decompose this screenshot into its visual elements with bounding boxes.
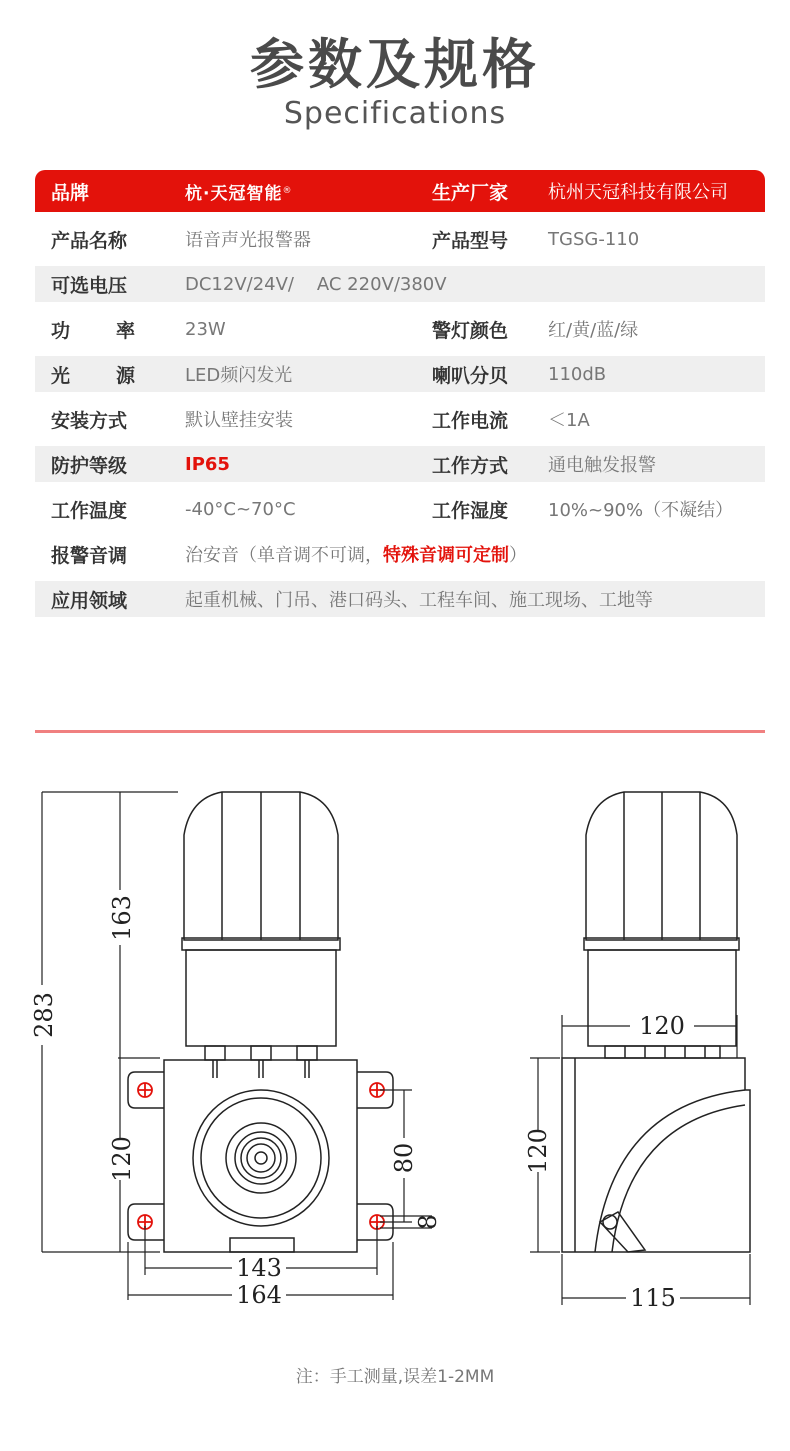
protect-value: IP65	[185, 453, 230, 475]
brand-label: 品牌	[51, 181, 90, 204]
current-value: ＜1A	[548, 410, 590, 431]
brand-logo	[185, 170, 425, 212]
dim-283: 283	[30, 992, 58, 1038]
dim-80: 80	[390, 1142, 418, 1174]
humid-label: 工作湿度	[432, 499, 509, 522]
front-gland-3	[297, 1046, 317, 1060]
page-title: 参数及规格	[250, 33, 540, 96]
tone-value-highlight: 特殊音调可定制	[383, 545, 509, 566]
side-horn-curve-inner	[612, 1105, 745, 1252]
spec-row-power	[35, 311, 765, 347]
horn-value: 110dB	[548, 363, 607, 385]
current-label: 工作电流	[432, 409, 509, 432]
registered-mark: ®	[282, 186, 292, 196]
tone-value	[185, 536, 745, 572]
front-lamp-base	[186, 950, 336, 1046]
field-value: 起重机械、门吊、港口码头、工程车间、施工现场、工地等	[185, 590, 653, 611]
speaker-center	[255, 1152, 267, 1164]
spec-row-tone	[35, 536, 765, 572]
mode-value: 通电触发报警	[548, 455, 656, 476]
dim-120-top: 120	[639, 1012, 685, 1040]
screw-hole-tl	[138, 1083, 152, 1097]
spec-row-temp	[35, 491, 765, 527]
light-value: LED频闪发光	[185, 365, 293, 386]
maker-label: 生产厂家	[432, 181, 509, 204]
voltage-value: DC12V/24V/ AC 220V/380V	[185, 273, 447, 295]
front-view	[128, 792, 393, 1252]
name-value: 语音声光报警器	[185, 230, 311, 251]
speaker-coil-1	[235, 1132, 287, 1184]
light-label	[51, 356, 135, 392]
dim-163: 163	[108, 895, 136, 941]
speaker-rim	[201, 1098, 321, 1218]
name-label: 产品名称	[51, 229, 128, 252]
horn-label: 喇叭分贝	[432, 364, 509, 387]
side-bracket	[600, 1212, 645, 1252]
temp-label: 工作温度	[51, 499, 128, 522]
dim-120-front: 120	[108, 1136, 136, 1182]
tone-value-prefix: 治安音（单音调不可调，	[185, 545, 383, 566]
spec-row-brand	[35, 170, 765, 212]
spec-row-name	[35, 212, 765, 266]
temp-value: -40°C~70°C	[185, 498, 296, 520]
dim-120-side: 120	[524, 1128, 552, 1174]
dim-8: 8	[414, 1214, 442, 1230]
power-label	[51, 311, 135, 347]
dim-164: 164	[236, 1281, 282, 1309]
speaker-outer	[193, 1090, 329, 1226]
side-gland-dividers	[625, 1046, 705, 1058]
mode-label: 工作方式	[432, 454, 509, 477]
mount-label: 安装方式	[51, 409, 128, 432]
spec-row-voltage	[35, 266, 765, 302]
dimension-drawing	[0, 760, 790, 1340]
tone-label: 报警音调	[51, 544, 128, 567]
tone-value-suffix: ）	[509, 545, 527, 566]
voltage-label: 可选电压	[51, 274, 128, 297]
light-label-a: 光	[51, 364, 71, 387]
power-label-a: 功	[51, 319, 71, 342]
power-value: 23W	[185, 318, 226, 340]
model-label: 产品型号	[432, 229, 509, 252]
side-body	[562, 1058, 750, 1252]
speaker-coil-3	[247, 1144, 275, 1172]
side-horn-curve-outer	[595, 1090, 745, 1252]
humid-value: 10%~90%（不凝结）	[548, 500, 734, 521]
field-label: 应用领域	[51, 589, 128, 612]
protect-label: 防护等级	[51, 454, 128, 477]
lamp-color-label: 警灯颜色	[432, 319, 509, 342]
front-gland-2	[251, 1046, 271, 1060]
side-gland-row	[605, 1046, 720, 1058]
front-gland-1	[205, 1046, 225, 1060]
spec-row-mount	[35, 401, 765, 437]
maker-value: 杭州天冠科技有限公司	[548, 182, 728, 203]
section-divider	[35, 730, 765, 733]
power-label-b: 率	[115, 319, 135, 342]
spec-row-light	[35, 356, 765, 392]
page-subtitle: Specifications	[283, 96, 507, 131]
lamp-color-value: 红/黄/蓝/绿	[548, 320, 639, 341]
model-value: TGSG-110	[548, 228, 640, 250]
brand-logo-text: 杭·天冠智能	[185, 183, 283, 204]
mount-value: 默认壁挂安装	[185, 410, 293, 431]
spec-row-protect	[35, 446, 765, 482]
dim-143: 143	[236, 1254, 282, 1282]
front-foot	[230, 1238, 294, 1252]
dim-115: 115	[630, 1284, 676, 1312]
spec-row-field	[35, 581, 765, 617]
spec-table	[35, 170, 765, 626]
measurement-note: 注：手工测量,误差1-2MM	[295, 1367, 495, 1387]
light-label-b: 源	[115, 364, 135, 387]
speaker-cone	[226, 1123, 296, 1193]
front-gland-wires	[213, 1060, 309, 1078]
